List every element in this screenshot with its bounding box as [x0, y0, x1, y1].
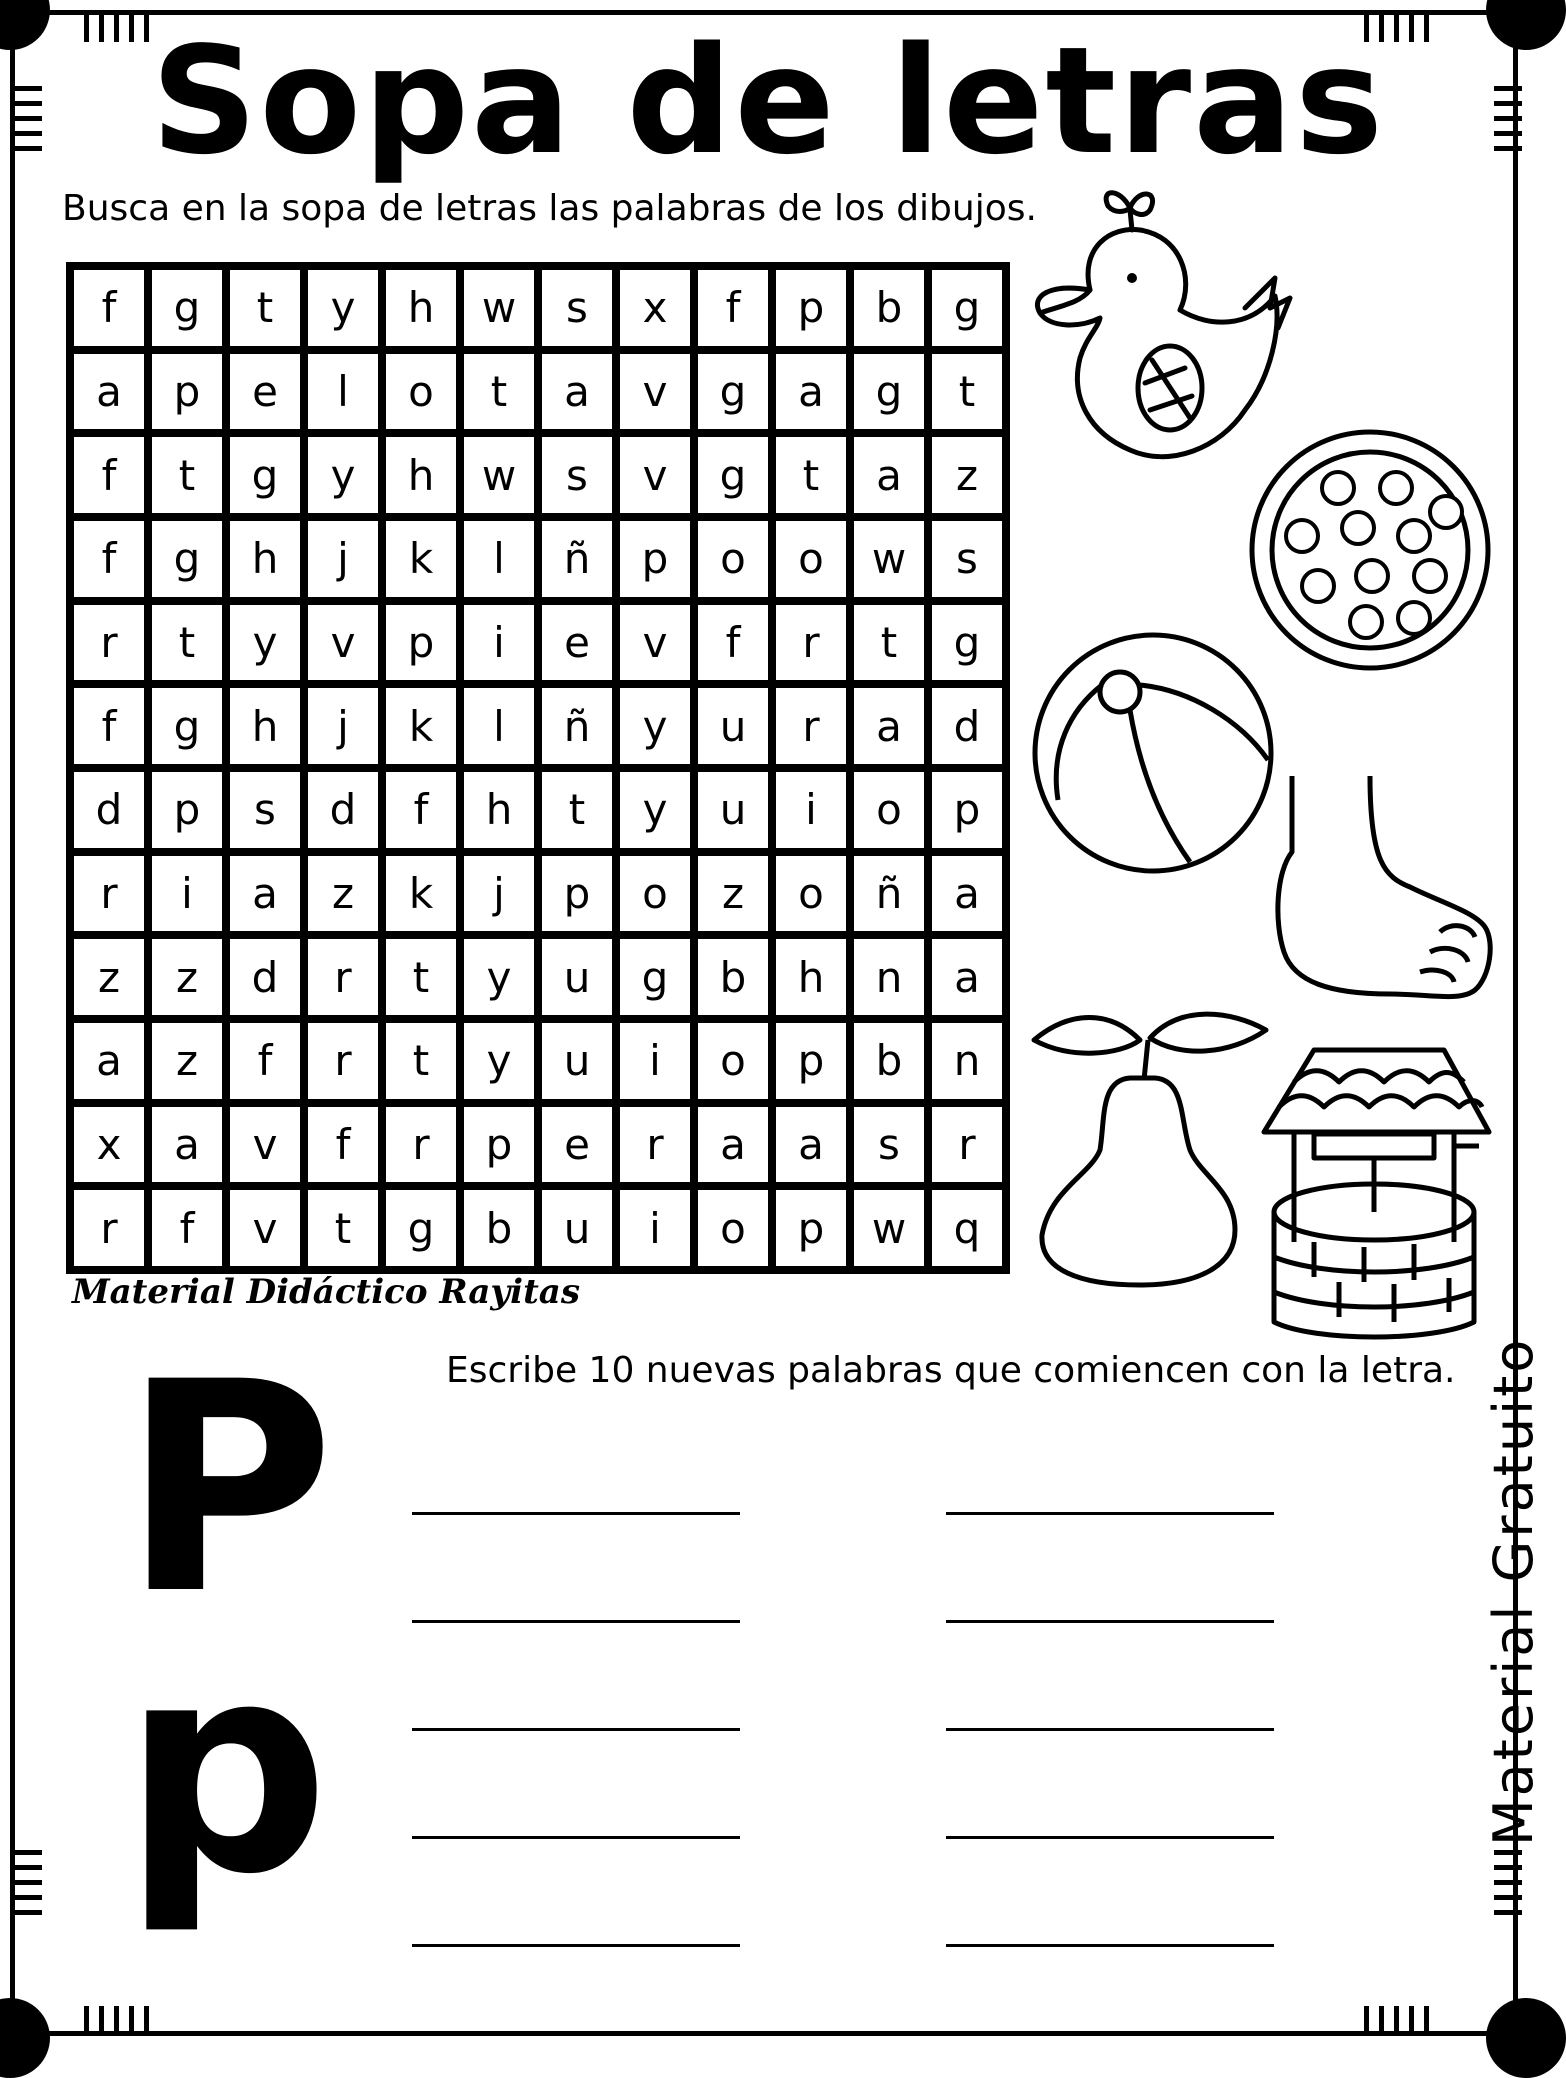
grid-cell[interactable]: o [620, 856, 690, 932]
grid-cell[interactable]: r [74, 605, 144, 681]
grid-cell[interactable]: r [776, 605, 846, 681]
grid-cell[interactable]: h [230, 688, 300, 764]
grid-cell[interactable]: p [776, 1023, 846, 1099]
grid-cell[interactable]: f [74, 437, 144, 513]
word-search-grid [66, 262, 1010, 1274]
grid-cell[interactable]: u [542, 939, 612, 1015]
grid-cell[interactable]: g [932, 270, 1002, 346]
grid-cell[interactable]: f [74, 521, 144, 597]
grid-cell[interactable]: f [308, 1107, 378, 1183]
grid-cell[interactable]: d [932, 688, 1002, 764]
grid-cell[interactable]: t [230, 270, 300, 346]
pizza-icon [1246, 426, 1494, 674]
grid-cell[interactable]: q [932, 1190, 1002, 1266]
grid-cell[interactable]: r [308, 1023, 378, 1099]
writing-line[interactable] [946, 1836, 1274, 1839]
grid-cell[interactable]: a [698, 1107, 768, 1183]
grid-cell[interactable]: u [698, 688, 768, 764]
grid-cell[interactable]: b [698, 939, 768, 1015]
grid-cell[interactable]: v [230, 1190, 300, 1266]
grid-cell[interactable]: h [230, 521, 300, 597]
grid-cell[interactable]: p [386, 605, 456, 681]
well-icon [1254, 1042, 1496, 1342]
writing-line[interactable] [412, 1836, 740, 1839]
grid-cell[interactable]: a [932, 856, 1002, 932]
grid-cell[interactable]: p [152, 354, 222, 430]
grid-cell[interactable]: t [308, 1190, 378, 1266]
grid-cell[interactable]: v [620, 437, 690, 513]
grid-cell[interactable]: i [620, 1023, 690, 1099]
grid-cell[interactable]: e [542, 605, 612, 681]
grid-cell[interactable]: y [620, 772, 690, 848]
grid-cell[interactable]: p [152, 772, 222, 848]
writing-line[interactable] [946, 1728, 1274, 1731]
grid-cell[interactable]: h [464, 772, 534, 848]
grid-cell[interactable]: t [152, 437, 222, 513]
grid-cell[interactable]: z [152, 939, 222, 1015]
letter-uppercase: P [122, 1321, 335, 1658]
grid-cell[interactable]: u [542, 1023, 612, 1099]
grid-cell[interactable]: a [776, 354, 846, 430]
grid-cell[interactable]: h [776, 939, 846, 1015]
grid-cell[interactable]: n [854, 939, 924, 1015]
grid-cell[interactable]: ñ [854, 856, 924, 932]
grid-cell[interactable]: w [854, 521, 924, 597]
grid-cell[interactable]: f [698, 270, 768, 346]
pear-icon [1030, 1000, 1270, 1290]
write-instruction: Escribe 10 nuevas palabras que comiencen con la letra. [446, 1350, 1456, 1391]
grid-cell[interactable]: d [308, 772, 378, 848]
grid-cell[interactable]: g [386, 1190, 456, 1266]
grid-cell[interactable]: t [386, 1023, 456, 1099]
grid-cell[interactable]: t [932, 354, 1002, 430]
grid-cell[interactable]: f [152, 1190, 222, 1266]
grid-cell[interactable]: o [776, 521, 846, 597]
grid-cell[interactable]: s [542, 270, 612, 346]
grid-cell[interactable]: a [542, 354, 612, 430]
grid-cell[interactable]: h [386, 437, 456, 513]
grid-cell[interactable]: n [932, 1023, 1002, 1099]
writing-line[interactable] [946, 1512, 1274, 1515]
grid-cell[interactable]: u [542, 1190, 612, 1266]
grid-cell[interactable]: h [386, 270, 456, 346]
grid-cell[interactable]: g [152, 270, 222, 346]
grid-cell[interactable]: a [152, 1107, 222, 1183]
border-ticks-right-bottom [1494, 1850, 1522, 1915]
grid-cell[interactable]: r [74, 856, 144, 932]
grid-cell[interactable]: y [620, 688, 690, 764]
grid-cell[interactable]: e [230, 354, 300, 430]
grid-cell[interactable]: p [776, 1190, 846, 1266]
grid-cell[interactable]: f [74, 688, 144, 764]
grid-cell[interactable]: v [620, 605, 690, 681]
grid-cell[interactable]: z [698, 856, 768, 932]
grid-cell[interactable]: d [230, 939, 300, 1015]
grid-cell[interactable]: r [932, 1107, 1002, 1183]
grid-cell[interactable]: s [854, 1107, 924, 1183]
grid-cell[interactable]: p [620, 521, 690, 597]
writing-line[interactable] [946, 1620, 1274, 1623]
grid-cell[interactable]: l [464, 688, 534, 764]
grid-cell[interactable]: e [542, 1107, 612, 1183]
grid-cell[interactable]: r [308, 939, 378, 1015]
writing-line[interactable] [946, 1944, 1274, 1947]
grid-cell[interactable]: a [932, 939, 1002, 1015]
grid-cell[interactable]: i [464, 605, 534, 681]
grid-cell[interactable]: x [620, 270, 690, 346]
grid-cell[interactable]: ñ [542, 521, 612, 597]
grid-cell[interactable]: f [74, 270, 144, 346]
grid-cell[interactable]: d [74, 772, 144, 848]
grid-cell[interactable]: g [230, 437, 300, 513]
grid-cell[interactable]: r [386, 1107, 456, 1183]
grid-cell[interactable]: k [386, 688, 456, 764]
grid-cell[interactable]: u [698, 772, 768, 848]
grid-cell[interactable]: a [230, 856, 300, 932]
writing-line[interactable] [412, 1728, 740, 1731]
side-label: Material Gratuito [1482, 1336, 1545, 1846]
grid-cell[interactable]: i [776, 772, 846, 848]
grid-cell[interactable]: z [152, 1023, 222, 1099]
grid-cell[interactable]: o [386, 354, 456, 430]
grid-cell[interactable]: g [152, 521, 222, 597]
writing-line[interactable] [412, 1944, 740, 1947]
grid-cell[interactable]: t [542, 772, 612, 848]
grid-cell[interactable]: p [464, 1107, 534, 1183]
grid-cell[interactable]: a [74, 1023, 144, 1099]
grid-cell[interactable]: z [74, 939, 144, 1015]
grid-cell[interactable]: k [386, 856, 456, 932]
grid-cell[interactable]: s [542, 437, 612, 513]
grid-cell[interactable]: l [308, 354, 378, 430]
grid-cell[interactable]: t [854, 605, 924, 681]
grid-cell[interactable]: j [464, 856, 534, 932]
grid-cell[interactable]: j [308, 521, 378, 597]
writing-line[interactable] [412, 1512, 740, 1515]
grid-cell[interactable]: y [464, 939, 534, 1015]
grid-cell[interactable]: g [698, 437, 768, 513]
grid-cell[interactable]: a [854, 437, 924, 513]
grid-cell[interactable]: f [698, 605, 768, 681]
credit-text: Material Didáctico Rayitas [72, 1272, 580, 1312]
grid-cell[interactable]: g [152, 688, 222, 764]
grid-cell[interactable]: o [698, 1190, 768, 1266]
grid-cell[interactable]: k [386, 521, 456, 597]
page-title: Sopa de letras [150, 15, 1386, 187]
grid-cell[interactable]: a [854, 688, 924, 764]
grid-cell[interactable]: o [854, 772, 924, 848]
grid-cell[interactable]: p [776, 270, 846, 346]
grid-cell[interactable]: w [464, 437, 534, 513]
grid-cell[interactable]: t [776, 437, 846, 513]
grid-cell[interactable]: g [854, 354, 924, 430]
grid-cell[interactable]: p [542, 856, 612, 932]
grid-cell[interactable]: v [230, 1107, 300, 1183]
grid-cell[interactable]: p [932, 772, 1002, 848]
grid-cell[interactable]: v [620, 354, 690, 430]
grid-cell[interactable]: y [308, 270, 378, 346]
grid-cell[interactable]: g [932, 605, 1002, 681]
grid-cell[interactable]: o [698, 521, 768, 597]
border-ticks-left-bottom [14, 1850, 42, 1915]
ball-icon [1030, 630, 1276, 876]
grid-cell[interactable]: f [386, 772, 456, 848]
grid-cell[interactable]: ñ [542, 688, 612, 764]
grid-cell[interactable]: s [932, 521, 1002, 597]
grid-cell[interactable]: z [308, 856, 378, 932]
border-ticks-bottom-left [84, 2006, 149, 2034]
grid-cell[interactable]: g [620, 939, 690, 1015]
grid-cell[interactable]: w [854, 1190, 924, 1266]
grid-cell[interactable]: w [464, 270, 534, 346]
grid-cell[interactable]: y [308, 437, 378, 513]
grid-cell[interactable]: b [854, 270, 924, 346]
grid-cell[interactable]: a [74, 354, 144, 430]
grid-cell[interactable]: o [698, 1023, 768, 1099]
grid-cell[interactable]: f [230, 1023, 300, 1099]
writing-line[interactable] [412, 1620, 740, 1623]
letter-lowercase: p [122, 1601, 330, 1938]
foot-icon [1270, 772, 1506, 1012]
border-ticks-bottom-right [1364, 2006, 1429, 2034]
grid-cell[interactable]: t [152, 605, 222, 681]
grid-cell[interactable]: t [464, 354, 534, 430]
search-instruction: Busca en la sopa de letras las palabras de los dibujos. [62, 188, 1037, 229]
grid-cell[interactable]: x [74, 1107, 144, 1183]
grid-cell[interactable]: r [620, 1107, 690, 1183]
grid-cell[interactable]: s [230, 772, 300, 848]
grid-cell[interactable]: o [776, 856, 846, 932]
grid-cell[interactable]: j [308, 688, 378, 764]
grid-cell[interactable]: i [620, 1190, 690, 1266]
corner-bottom-right [1486, 1998, 1566, 2078]
grid-cell[interactable]: g [698, 354, 768, 430]
grid-cell[interactable]: z [932, 437, 1002, 513]
grid-cell[interactable]: b [854, 1023, 924, 1099]
grid-cell[interactable]: y [464, 1023, 534, 1099]
grid-cell[interactable]: i [152, 856, 222, 932]
grid-cell[interactable]: y [230, 605, 300, 681]
grid-cell[interactable]: t [386, 939, 456, 1015]
grid-cell[interactable]: b [464, 1190, 534, 1266]
grid-cell[interactable]: l [464, 521, 534, 597]
grid-cell[interactable]: r [776, 688, 846, 764]
grid-cell[interactable]: a [776, 1107, 846, 1183]
grid-cell[interactable]: r [74, 1190, 144, 1266]
grid-cell[interactable]: v [308, 605, 378, 681]
